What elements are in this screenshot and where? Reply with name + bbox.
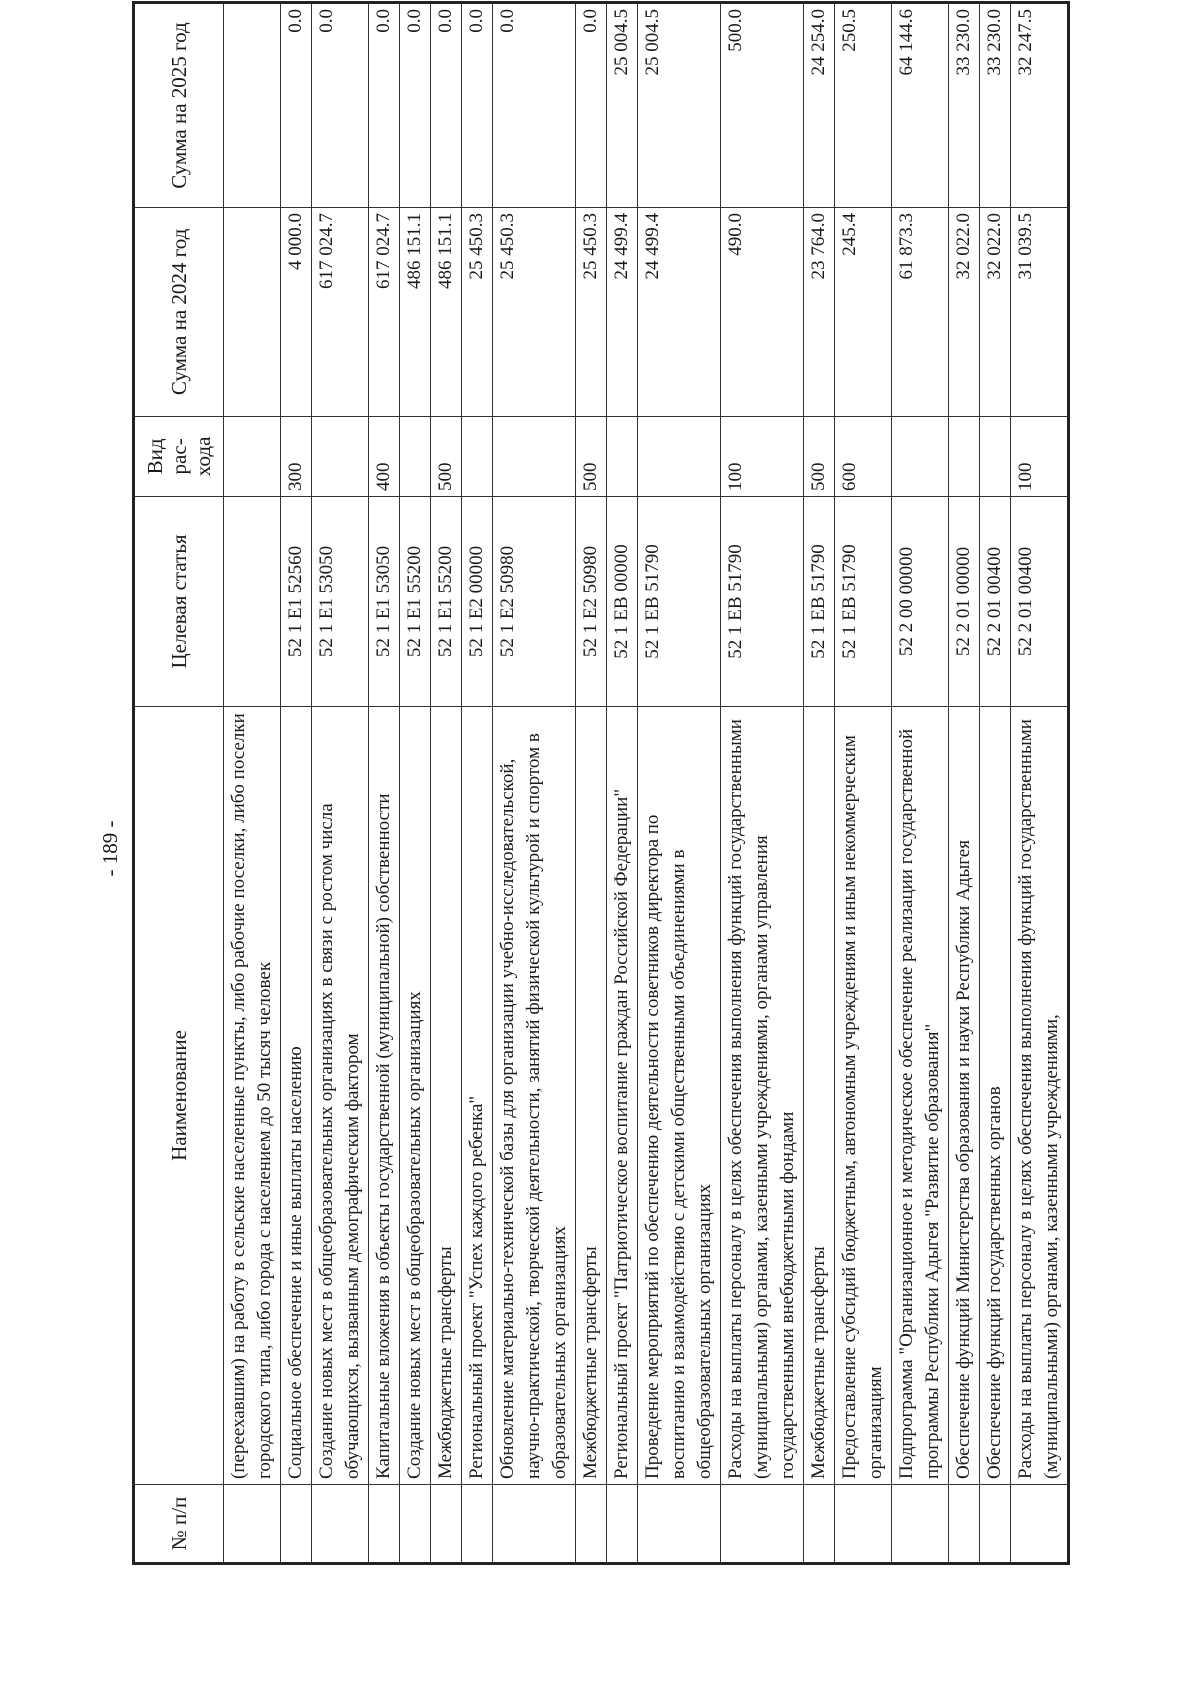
cell-sum2025: 64 144.6 <box>892 3 949 208</box>
cell-no <box>462 1484 493 1563</box>
table-row <box>224 3 281 1564</box>
table-row <box>721 3 804 1564</box>
cell-sum2024: 32 022.0 <box>949 208 980 417</box>
table-row <box>400 3 431 1564</box>
table-row <box>804 3 835 1564</box>
cell-sum2024: 25 450.3 <box>576 208 607 417</box>
cell-code: 52 1 E1 55200 <box>431 497 462 707</box>
cell-name: Межбюджетные трансферты <box>431 706 462 1484</box>
cell-no <box>949 1484 980 1563</box>
cell-no <box>721 1484 804 1563</box>
table-row <box>1011 3 1069 1564</box>
cell-no <box>1011 1484 1069 1563</box>
cell-sum2024: 4 000.0 <box>281 208 312 417</box>
cell-code <box>224 497 281 707</box>
cell-sum2025: 0.0 <box>493 3 576 208</box>
table-row <box>281 3 312 1564</box>
cell-no <box>804 1484 835 1563</box>
cell-sum2025 <box>224 3 281 208</box>
cell-vid <box>224 416 281 496</box>
cell-code: 52 2 01 00000 <box>949 497 980 707</box>
col-header-name: Наименование <box>134 706 224 1484</box>
cell-sum2025: 0.0 <box>312 3 369 208</box>
cell-name: Создание новых мест в общеобразовательных организациях в связи с ростом числа обучающихся, вызванным демографическим фактором <box>312 706 369 1484</box>
col-header-no: № п/п <box>134 1484 224 1563</box>
cell-no <box>400 1484 431 1563</box>
cell-code: 52 1 EB 51790 <box>804 497 835 707</box>
cell-vid <box>312 416 369 496</box>
cell-sum2024: 617 024.7 <box>312 208 369 417</box>
cell-vid: 300 <box>281 416 312 496</box>
cell-name: Региональный проект "Успех каждого ребенка" <box>462 706 493 1484</box>
cell-no <box>281 1484 312 1563</box>
cell-code: 52 1 E1 55200 <box>400 497 431 707</box>
cell-sum2025: 25 004.5 <box>607 3 638 208</box>
cell-sum2024: 617 024.7 <box>369 208 400 417</box>
cell-code: 52 1 EB 51790 <box>638 497 721 707</box>
table-header <box>134 3 224 1564</box>
cell-no <box>369 1484 400 1563</box>
table-row <box>462 3 493 1564</box>
cell-sum2025: 0.0 <box>431 3 462 208</box>
cell-code: 52 1 EB 51790 <box>721 497 804 707</box>
cell-sum2025: 33 230.0 <box>980 3 1011 208</box>
cell-name: Расходы на выплаты персоналу в целях обеспечения выполнения функций государственными (муниципальными) органами, казенными учреждениями, органами управления государственными внебюджетными фондами <box>721 706 804 1484</box>
cell-sum2025: 0.0 <box>400 3 431 208</box>
cell-no <box>224 1484 281 1563</box>
cell-code: 52 1 E2 00000 <box>462 497 493 707</box>
cell-code: 52 2 01 00400 <box>1011 497 1069 707</box>
cell-vid: 100 <box>721 416 804 496</box>
cell-code: 52 1 EB 51790 <box>835 497 892 707</box>
cell-sum2024: 25 450.3 <box>462 208 493 417</box>
cell-name: (переехавшим) на работу в сельские населенные пункты, либо рабочие поселки, либо поселки городского типа, либо города с населением до 50 тысяч человек <box>224 706 281 1484</box>
cell-vid: 500 <box>431 416 462 496</box>
cell-name: Региональный проект "Патриотическое воспитание граждан Российской Федерации" <box>607 706 638 1484</box>
cell-vid <box>638 416 721 496</box>
cell-sum2024: 32 022.0 <box>980 208 1011 417</box>
cell-sum2024: 245.4 <box>835 208 892 417</box>
cell-name: Обеспечение функций государственных органов <box>980 706 1011 1484</box>
cell-no <box>576 1484 607 1563</box>
cell-sum2024: 31 039.5 <box>1011 208 1069 417</box>
table-row <box>949 3 980 1564</box>
cell-sum2024: 25 450.3 <box>493 208 576 417</box>
cell-name: Обеспечение функций Министерства образования и науки Республики Адыгея <box>949 706 980 1484</box>
table-row <box>980 3 1011 1564</box>
cell-name: Подпрограмма "Организационное и методическое обеспечение реализации государственной программы Республики Адыгея "Развитие образования" <box>892 706 949 1484</box>
cell-vid <box>607 416 638 496</box>
cell-vid <box>462 416 493 496</box>
cell-sum2024: 24 499.4 <box>607 208 638 417</box>
cell-code: 52 1 E2 50980 <box>576 497 607 707</box>
cell-code: 52 1 EB 00000 <box>607 497 638 707</box>
cell-code: 52 2 00 00000 <box>892 497 949 707</box>
cell-name: Создание новых мест в общеобразовательных организациях <box>400 706 431 1484</box>
cell-code: 52 1 E1 52560 <box>281 497 312 707</box>
cell-name: Социальное обеспечение и иные выплаты населению <box>281 706 312 1484</box>
cell-no <box>312 1484 369 1563</box>
cell-vid: 100 <box>1011 416 1069 496</box>
table-row <box>638 3 721 1564</box>
cell-sum2025: 0.0 <box>576 3 607 208</box>
cell-sum2024 <box>224 208 281 417</box>
table-row <box>493 3 576 1564</box>
cell-sum2025: 0.0 <box>369 3 400 208</box>
table-row <box>835 3 892 1564</box>
cell-name: Межбюджетные трансферты <box>804 706 835 1484</box>
cell-sum2025: 250.5 <box>835 3 892 208</box>
table-row <box>607 3 638 1564</box>
cell-code: 52 2 01 00400 <box>980 497 1011 707</box>
cell-name: Предоставление субсидий бюджетным, автономным учреждениям и иным некоммерческим организациям <box>835 706 892 1484</box>
cell-no <box>835 1484 892 1563</box>
cell-sum2024: 61 873.3 <box>892 208 949 417</box>
cell-sum2024: 486 151.1 <box>400 208 431 417</box>
cell-name: Расходы на выплаты персоналу в целях обеспечения выполнения функций государственными (муниципальными) органами, казенными учреждениями, <box>1011 706 1069 1484</box>
table-row <box>576 3 607 1564</box>
cell-vid: 500 <box>804 416 835 496</box>
cell-sum2025: 500.0 <box>721 3 804 208</box>
table-row <box>431 3 462 1564</box>
cell-sum2024: 24 499.4 <box>638 208 721 417</box>
table-row <box>369 3 400 1564</box>
cell-no <box>892 1484 949 1563</box>
cell-no <box>431 1484 462 1563</box>
cell-no <box>638 1484 721 1563</box>
cell-sum2025: 33 230.0 <box>949 3 980 208</box>
cell-sum2025: 0.0 <box>281 3 312 208</box>
cell-code: 52 1 E1 53050 <box>312 497 369 707</box>
cell-sum2024: 490.0 <box>721 208 804 417</box>
cell-name: Капитальные вложения в объекты государственной (муниципальной) собственности <box>369 706 400 1484</box>
cell-name: Межбюджетные трансферты <box>576 706 607 1484</box>
cell-vid <box>892 416 949 496</box>
page-number: - 189 - <box>98 820 122 877</box>
cell-vid <box>493 416 576 496</box>
cell-vid <box>980 416 1011 496</box>
cell-code: 52 1 E2 50980 <box>493 497 576 707</box>
cell-no <box>493 1484 576 1563</box>
budget-table <box>132 1 1070 1565</box>
cell-vid <box>949 416 980 496</box>
cell-vid: 500 <box>576 416 607 496</box>
cell-sum2024: 486 151.1 <box>431 208 462 417</box>
cell-vid <box>400 416 431 496</box>
cell-vid: 600 <box>835 416 892 496</box>
cell-name: Обновление материально-технической базы для организации учебно-исследовательской, научно-практической, творческой деятельности, занятий физической культурой и спортом в образовательных организациях <box>493 706 576 1484</box>
cell-no <box>607 1484 638 1563</box>
cell-vid: 400 <box>369 416 400 496</box>
col-header-code: Целевая статья <box>134 497 224 707</box>
table-row <box>312 3 369 1564</box>
cell-name: Проведение мероприятий по обеспечению деятельности советников директора по воспитанию и взаимодействию с детскими общественными объединениями в общеобразовательных организациях <box>638 706 721 1484</box>
cell-sum2025: 24 254.0 <box>804 3 835 208</box>
cell-no <box>980 1484 1011 1563</box>
cell-sum2025: 25 004.5 <box>638 3 721 208</box>
cell-sum2024: 23 764.0 <box>804 208 835 417</box>
table-row <box>892 3 949 1564</box>
col-header-sum2024: Сумма на 2024 год <box>134 208 224 417</box>
cell-code: 52 1 E1 53050 <box>369 497 400 707</box>
cell-sum2025: 0.0 <box>462 3 493 208</box>
col-header-sum2025: Сумма на 2025 год <box>134 3 224 208</box>
cell-sum2025: 32 247.5 <box>1011 3 1069 208</box>
table-body <box>224 3 1069 1564</box>
col-header-vid: Вид рас-хода <box>134 416 224 496</box>
